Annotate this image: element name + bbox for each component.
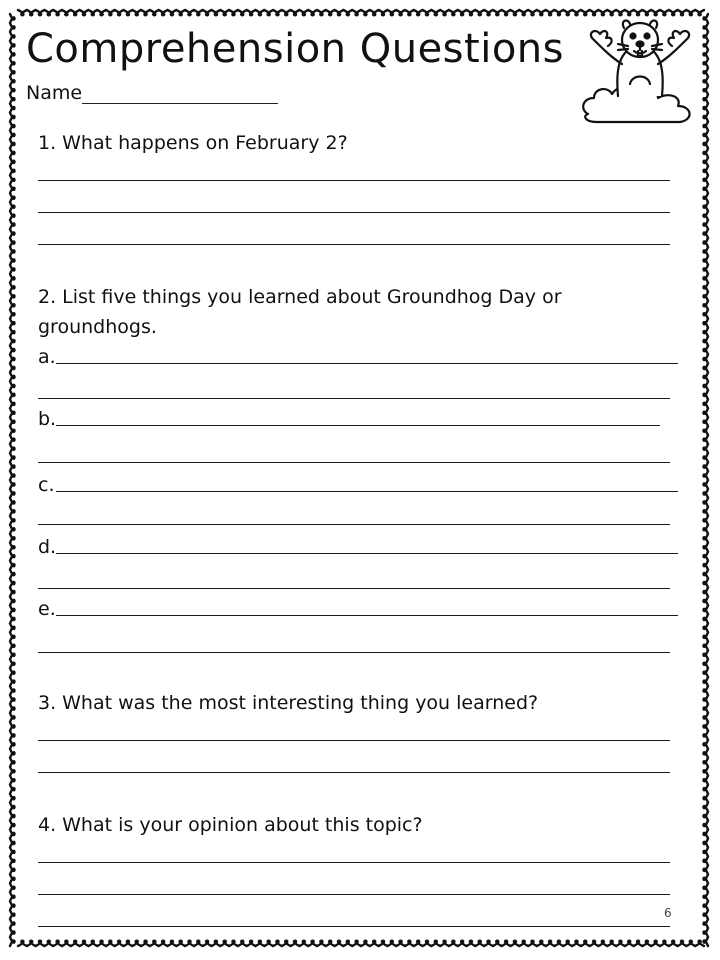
answer-line[interactable] xyxy=(56,425,660,426)
item-letter: c. xyxy=(38,474,55,496)
name-label: Name xyxy=(26,82,83,104)
border-segment xyxy=(10,14,15,946)
answer-line[interactable] xyxy=(38,398,670,399)
question-number: 4. xyxy=(38,814,57,836)
question-number: 3. xyxy=(38,692,57,714)
question-4 xyxy=(38,810,678,840)
answer-line[interactable] xyxy=(38,524,670,525)
list-item-e xyxy=(38,596,678,620)
item-letter: d. xyxy=(38,536,57,558)
answer-line[interactable] xyxy=(38,862,670,863)
question-text: What is your opinion about this topic? xyxy=(62,814,423,836)
item-letter: e. xyxy=(38,598,56,620)
answer-line[interactable] xyxy=(38,180,670,181)
answer-line[interactable] xyxy=(38,926,670,927)
answer-line[interactable] xyxy=(38,588,670,589)
answer-line[interactable] xyxy=(38,462,670,463)
name-field[interactable] xyxy=(82,84,278,104)
answer-line[interactable] xyxy=(38,740,670,741)
question-1 xyxy=(38,128,678,158)
page-number: 6 xyxy=(664,906,672,920)
answer-line[interactable] xyxy=(56,553,678,554)
question-3 xyxy=(38,688,678,718)
item-letter: a. xyxy=(38,346,56,368)
question-text-continued: groundhogs. xyxy=(38,316,157,338)
list-item-a xyxy=(38,344,678,368)
answer-line[interactable] xyxy=(56,363,678,364)
question-text: What happens on February 2? xyxy=(62,132,348,154)
answer-line[interactable] xyxy=(38,652,670,653)
question-2-continued xyxy=(38,312,678,342)
question-number: 2. xyxy=(38,286,57,308)
answer-line[interactable] xyxy=(38,244,670,245)
page-title: Comprehension Questions xyxy=(26,26,564,72)
answer-line[interactable] xyxy=(38,894,670,895)
question-text: List five things you learned about Groundhog Day or xyxy=(62,286,562,308)
answer-line[interactable] xyxy=(56,491,678,492)
item-letter: b. xyxy=(38,408,57,430)
question-2 xyxy=(38,282,678,312)
answer-line[interactable] xyxy=(38,212,670,213)
answer-line[interactable] xyxy=(56,615,678,616)
answer-line[interactable] xyxy=(38,772,670,773)
list-item-c xyxy=(38,472,678,496)
list-item-d xyxy=(38,534,678,558)
list-item-b xyxy=(38,406,678,430)
question-text: What was the most interesting thing you learned? xyxy=(62,692,539,714)
border-segment xyxy=(704,14,709,946)
border-segment xyxy=(18,941,704,946)
groundhog-icon xyxy=(578,14,700,128)
name-row xyxy=(26,82,278,104)
question-number: 1. xyxy=(38,132,57,154)
